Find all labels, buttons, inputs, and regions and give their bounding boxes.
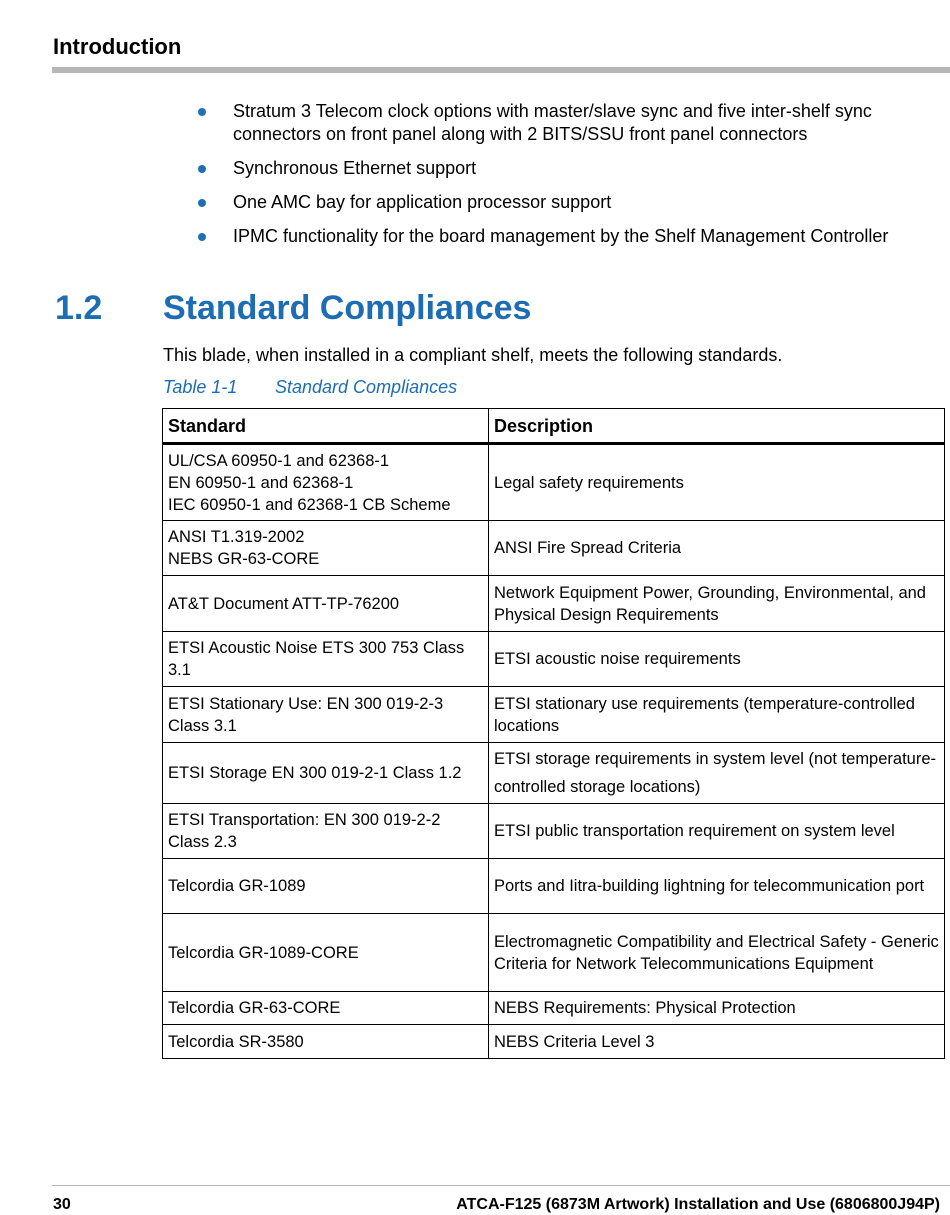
- table-row: [163, 687, 945, 743]
- table-caption-title: Standard Compliances: [275, 377, 458, 397]
- bullet-dot-icon: [198, 199, 206, 207]
- standard-cell: UL/CSA 60950-1 and 62368-1 EN 60950-1 and 62368-1 IEC 60950-1 and 62368-1 CB Scheme: [163, 444, 489, 521]
- header-rule: [52, 67, 950, 73]
- bullet-text: Synchronous Ethernet support: [233, 158, 477, 178]
- description-cell: Network Equipment Power, Grounding, Environmental, and Physical Design Requirements: [489, 576, 945, 632]
- table-row: [163, 743, 945, 804]
- bullet-text: Stratum 3 Telecom clock options with master/slave sync and five inter-shelf sync connectors on front panel along with 2 BITS/SSU front panel connectors: [233, 101, 872, 144]
- table-caption: [163, 376, 458, 399]
- standard-cell: ANSI T1.319-2002 NEBS GR-63-CORE: [163, 521, 489, 576]
- table-row: [163, 804, 945, 859]
- section-title: Standard Compliances: [163, 289, 532, 327]
- bullet-text: One AMC bay for application processor support: [233, 192, 612, 212]
- table-row: [163, 576, 945, 632]
- standard-cell: ETSI Acoustic Noise ETS 300 753 Class 3.1: [163, 632, 489, 687]
- description-cell: Ports and Iitra-building lightning for telecommunication port: [489, 859, 945, 914]
- table-row: [163, 632, 945, 687]
- table-row: [163, 1025, 945, 1059]
- table-row: [163, 859, 945, 914]
- standard-cell: ETSI Storage EN 300 019-2-1 Class 1.2: [163, 743, 489, 804]
- bullet-text: IPMC functionality for the board management by the Shelf Management Controller: [233, 226, 889, 246]
- description-cell: ETSI acoustic noise requirements: [489, 632, 945, 687]
- table-row: [163, 992, 945, 1025]
- bullet-item: [198, 225, 950, 248]
- footer-rule: [52, 1185, 950, 1186]
- section-number: 1.2: [55, 289, 103, 327]
- description-cell: ANSI Fire Spread Criteria: [489, 521, 945, 576]
- bullet-dot-icon: [198, 233, 206, 241]
- bullet-item: [198, 100, 950, 146]
- feature-bullet-list: [198, 100, 950, 259]
- standard-cell: Telcordia GR-63-CORE: [163, 992, 489, 1025]
- standard-cell: ETSI Stationary Use: EN 300 019-2-3 Class 3.1: [163, 687, 489, 743]
- description-cell: ETSI stationary use requirements (temperature-controlled locations: [489, 687, 945, 743]
- page-number: 30: [53, 1196, 71, 1213]
- bullet-item: [198, 157, 950, 180]
- description-cell: Electromagnetic Compatibility and Electrical Safety - Generic Criteria for Network Telecommunications Equipment: [489, 914, 945, 992]
- description-cell: NEBS Criteria Level 3: [489, 1025, 945, 1059]
- description-cell: ETSI public transportation requirement on system level: [489, 804, 945, 859]
- bullet-item: [198, 191, 950, 214]
- footer-document-title: ATCA-F125 (6873M Artwork) Installation and Use (6806800J94P): [456, 1196, 940, 1213]
- standards-table: [162, 408, 945, 1059]
- standard-cell: Telcordia GR-1089-CORE: [163, 914, 489, 992]
- table-row: [163, 521, 945, 576]
- table-row: [163, 444, 945, 521]
- table-caption-label: Table 1-1: [163, 377, 238, 397]
- column-header-standard: Standard: [163, 409, 489, 444]
- bullet-dot-icon: [198, 165, 206, 173]
- section-intro: This blade, when installed in a compliant shelf, meets the following standards.: [163, 345, 783, 365]
- standard-cell: ETSI Transportation: EN 300 019-2-2 Class 2.3: [163, 804, 489, 859]
- table-header-row: [163, 409, 945, 444]
- column-header-description: Description: [489, 409, 945, 444]
- bullet-dot-icon: [198, 108, 206, 116]
- standard-cell: Telcordia SR-3580: [163, 1025, 489, 1059]
- standard-cell: Telcordia GR-1089: [163, 859, 489, 914]
- description-cell: ETSI storage requirements in system level (not temperature- controlled storage locations): [489, 743, 945, 804]
- description-cell: Legal safety requirements: [489, 444, 945, 521]
- table-row: [163, 914, 945, 992]
- page-header-title: Introduction: [53, 34, 182, 59]
- description-cell: NEBS Requirements: Physical Protection: [489, 992, 945, 1025]
- standard-cell: AT&T Document ATT-TP-76200: [163, 576, 489, 632]
